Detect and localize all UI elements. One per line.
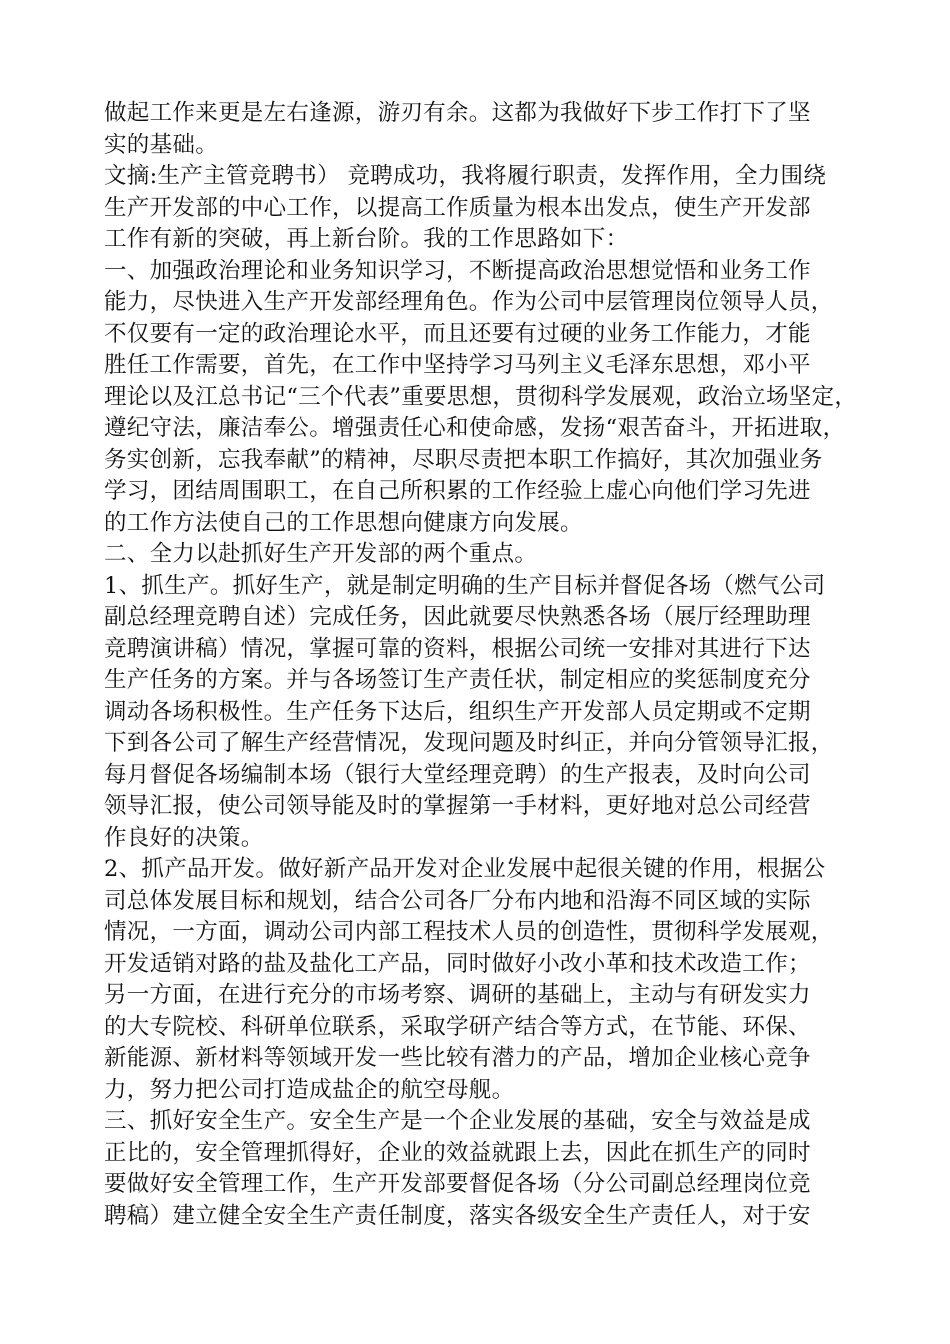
text-line: 遵纪守法，廉洁奉公。增强责任心和使命感，发扬“艰苦奋斗，开拓进取， xyxy=(104,415,846,441)
text-line: 司总体发展目标和规划，结合公司各厂分布内地和沿海不同区域的实际 xyxy=(104,887,811,914)
text-line: 聘稿）建立健全安全生产责任制度，落实各级安全生产责任人，对于安 xyxy=(104,1202,811,1229)
document-body xyxy=(104,98,864,1232)
text-line: 工作有新的突破，再上新台阶。我的工作思路如下： xyxy=(104,226,629,252)
text-line: 能力，尽快进入生产开发部经理角色。作为公司中层管理岗位领导人员， xyxy=(104,289,834,315)
text-line: 学习，团结周围职工，在自己所积累的工作经验上虚心向他们学习先进 xyxy=(104,478,811,504)
text-line: 1、抓生产。抓好生产，就是制定明确的生产目标并督促各场（燃气公司 xyxy=(104,572,826,599)
text-line: 2、抓产品开发。做好新产品开发对企业发展中起很关键的作用，根据公 xyxy=(104,856,826,882)
text-line: 二、全力以赴抓好生产开发部的两个重点。 xyxy=(104,541,538,567)
text-line: 竞聘演讲稿）情况，掌握可靠的资料，根据公司统一安排对其进行下达 xyxy=(104,635,811,662)
text-line: 正比的，安全管理抓得好，企业的效益就跟上去，因此在抓生产的同时 xyxy=(104,1139,811,1166)
text-line: 情况，一方面，调动公司内部工程技术人员的创造性，贯彻科学发展观， xyxy=(104,919,834,945)
text-line: 的大专院校、科研单位联系，采取学研产结合等方式，在节能、环保、 xyxy=(104,1013,811,1040)
text-line: 实的基础。 xyxy=(104,131,219,158)
text-line: 力，努力把公司打造成盐企的航空母舰。 xyxy=(104,1076,515,1103)
text-line: 领导汇报，使公司领导能及时的掌握第一手材料，更好地对总公司经营 xyxy=(104,793,811,819)
text-line: 新能源、新材料等领域开发一些比较有潜力的产品，增加企业核心竞争 xyxy=(104,1045,811,1071)
text-line: 三、抓好安全生产。安全生产是一个企业发展的基础，安全与效益是成 xyxy=(104,1108,811,1134)
text-line: 副总经理竞聘自述）完成任务，因此就要尽快熟悉各场（展厅经理助理 xyxy=(104,604,811,630)
text-line: 生产开发部的中心工作，以提高工作质量为根本出发点，使生产开发部 xyxy=(104,194,811,221)
text-line: 生产任务的方案。并与各场签订生产责任状，制定相应的奖惩制度充分 xyxy=(104,667,811,693)
text-line: 胜任工作需要，首先，在工作中坚持学习马列主义毛泽东思想，邓小平 xyxy=(104,352,811,378)
text-line: 要做好安全管理工作，生产开发部要督促各场（分公司副总经理岗位竞 xyxy=(104,1171,811,1197)
text-line: 理论以及江总书记“三个代表”重要思想，贯彻科学发展观，政治立场坚定， xyxy=(104,383,858,410)
text-line: 下到各公司了解生产经营情况，发现问题及时纠正，并向分管领导汇报， xyxy=(104,730,834,756)
text-line: 做起工作来更是左右逢源，游刃有余。这都为我做好下步工作打下了坚 xyxy=(104,100,811,126)
text-line: 务实创新，忘我奉献”的精神，尽职尽责把本职工作搞好，其次加强业务 xyxy=(104,446,823,473)
text-line: 文摘:生产主管竞聘书） 竞聘成功，我将履行职责，发挥作用，全力围绕 xyxy=(104,163,827,189)
text-line: 另一方面，在进行充分的市场考察、调研的基础上，主动与有研发实力 xyxy=(104,982,811,1008)
text-line: 作良好的决策。 xyxy=(104,824,264,851)
text-line: 的工作方法使自己的工作思想向健康方向发展。 xyxy=(104,509,583,536)
text-line: 每月督促各场编制本场（银行大堂经理竞聘）的生产报表，及时向公司 xyxy=(104,761,811,788)
text-line: 不仅要有一定的政治理论水平，而且还要有过硬的业务工作能力，才能 xyxy=(104,320,811,347)
text-line: 调动各场积极性。生产任务下达后，组织生产开发部人员定期或不定期 xyxy=(104,698,811,725)
text-line: 一、加强政治理论和业务知识学习，不断提高政治思想觉悟和业务工作 xyxy=(104,257,811,284)
text-line: 开发适销对路的盐及盐化工产品，同时做好小改小革和技术改造工作； xyxy=(104,950,811,977)
